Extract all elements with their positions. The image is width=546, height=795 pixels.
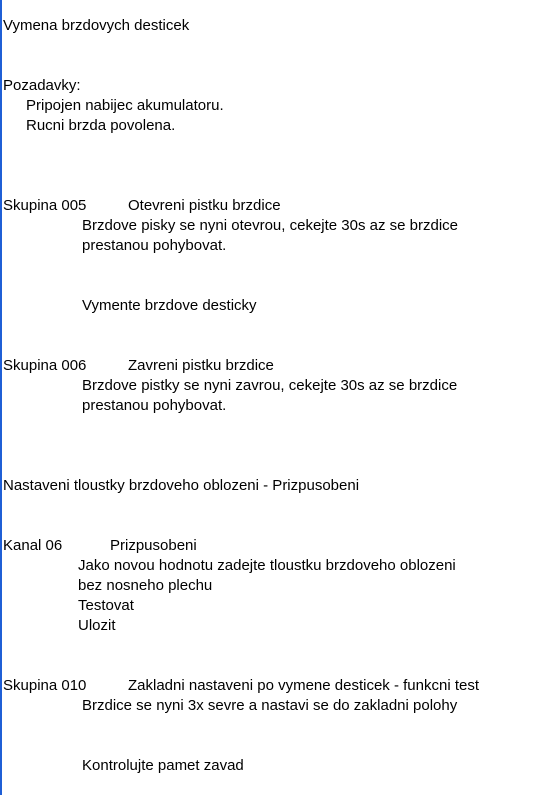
group-006-line: prestanou pohybovat. — [82, 397, 227, 414]
group-010-name: Zakladni nastaveni po vymene desticek - funkcni test — [128, 677, 480, 694]
left-border — [0, 0, 2, 795]
group-005-line: prestanou pohybovat. — [82, 237, 227, 254]
requirements-heading: Pozadavky: — [3, 77, 81, 94]
document-title: Vymena brzdovych desticek — [3, 17, 190, 34]
group-005-instruction: Vymente brzdove desticky — [82, 297, 257, 314]
channel-06-line: Ulozit — [78, 617, 116, 634]
group-010-instruction: Kontrolujte pamet zavad — [82, 757, 244, 774]
channel-06-line: bez nosneho plechu — [78, 577, 213, 594]
channel-06-line: Testovat — [78, 597, 134, 614]
requirement-item: Rucni brzda povolena. — [26, 117, 176, 134]
group-006-line: Brzdove pistky se nyni zavrou, cekejte 30s az se brzdice — [82, 377, 458, 394]
group-006-name: Zavreni pistku brzdice — [128, 357, 274, 374]
group-010-label: Skupina 010 — [3, 677, 87, 694]
requirement-item: Pripojen nabijec akumulatoru. — [26, 97, 224, 114]
adjust-heading: Nastaveni tloustky brzdoveho oblozeni - Prizpusobeni — [3, 477, 360, 494]
channel-06-name: Prizpusobeni — [110, 537, 197, 554]
group-005-name: Otevreni pistku brzdice — [128, 197, 281, 214]
group-010-line: Brzdice se nyni 3x sevre a nastavi se do zakladni polohy — [82, 697, 458, 714]
group-006-label: Skupina 006 — [3, 357, 87, 374]
channel-06-label: Kanal 06 — [3, 537, 63, 554]
channel-06-line: Jako novou hodnotu zadejte tloustku brzdoveho oblozeni — [78, 557, 456, 574]
group-005-label: Skupina 005 — [3, 197, 87, 214]
group-005-line: Brzdove pisky se nyni otevrou, cekejte 30s az se brzdice — [82, 217, 459, 234]
